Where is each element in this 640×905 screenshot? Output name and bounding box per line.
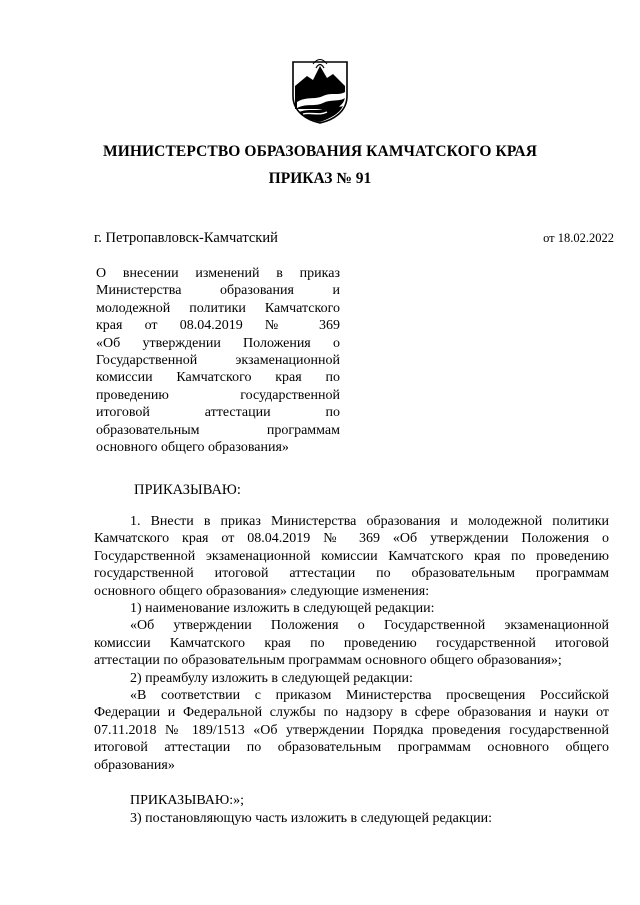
quote-line: комиссии Камчатского края по проведению государственной итоговой [94,635,609,651]
subject-line: края от 08.04.2019 № 369 [96,318,340,334]
order-date: от 18.02.2022 [543,231,614,245]
subject-line: Государственной экзаменационной [96,353,340,369]
paragraph-line: Государственной экзаменационной комиссии Камчатского края по проведению [94,548,609,564]
subject-line: О внесении изменений в приказ [96,266,340,281]
subject-line: Министерства образования и [96,283,340,299]
list-item-1: 1) наименование изложить в следующей редакции: [130,601,435,617]
paragraph-line: основного общего образования» следующие изменения: [94,583,430,599]
city-label: г. Петропавловск-Камчатский [94,230,278,246]
subject-line: комиссии Камчатского края по [96,370,340,386]
subject-line: молодежной политики Камчатского [96,300,340,316]
list-item-3: 3) постановляющую часть изложить в следующей редакции: [130,810,493,826]
order-word: ПРИКАЗЫВАЮ: [134,482,241,498]
order-title: ПРИКАЗ № 91 [268,170,372,187]
quote-line: итоговой аттестации по образовательным программам основного общего [94,740,609,756]
quote-line: образования» [94,757,175,773]
subject-line: проведению государственной [96,387,340,403]
paragraph-line: 1. Внести в приказ Министерства образования и молодежной политики [130,514,609,529]
subject-line: «Об утверждении Положения о [96,335,340,351]
paragraph-gap [94,774,609,792]
order-subject [96,265,340,456]
list-item-2: 2) преамбулу изложить в следующей редакции: [130,670,413,686]
subject-line: основного общего образования» [96,440,289,456]
paragraph-line: государственной итоговой аттестации по образовательным программам [94,566,609,582]
order-body [94,513,609,827]
kamchatka-coat-of-arms-icon [289,56,351,124]
quote-line: «Об утверждении Положения о Государственной экзаменационной [130,618,609,634]
subject-line: образовательным программам [96,422,340,438]
order-word-closing: ПРИКАЗЫВАЮ:»; [130,793,245,809]
subject-line: итоговой аттестации по [96,405,340,421]
quote-line: «В соответствии с приказом Министерства просвещения Российской [130,688,609,704]
ministry-heading: МИНИСТЕРСТВО ОБРАЗОВАНИЯ КАМЧАТСКОГО КРАЯ [102,143,538,160]
quote-line: Федерации и Федеральной службы по надзору в сфере образования и науки от [94,705,609,721]
quote-line: аттестации по образовательным программам основного общего образования»; [94,653,562,669]
paragraph-line: Камчатского края от 08.04.2019 № 369 «Об утверждении Положения о [94,531,609,547]
quote-line: 07.11.2018 № 189/1513 «Об утверждении Порядка проведения государственной [94,722,609,738]
